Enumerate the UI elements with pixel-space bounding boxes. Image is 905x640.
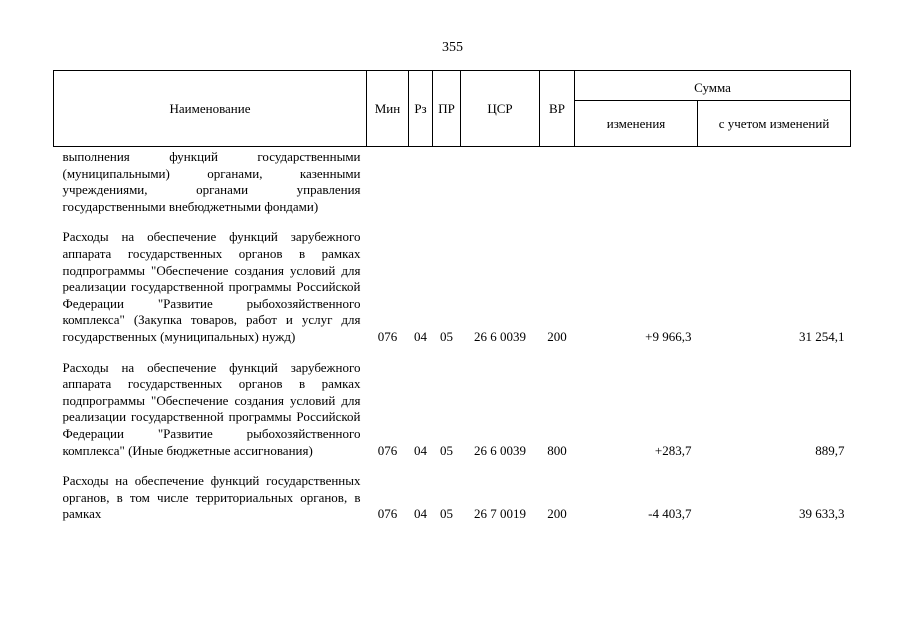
row-pr: 05 — [440, 328, 453, 344]
row-vr: 800 — [547, 442, 567, 458]
row-pr: 05 — [440, 506, 453, 522]
row-vr: 200 — [547, 328, 567, 344]
row-min: 076 — [377, 328, 398, 344]
table-header — [54, 71, 851, 147]
row-pr: 05 — [440, 442, 453, 458]
row-vr: 200 — [547, 506, 567, 522]
row-change: -4 403,7 — [648, 506, 692, 522]
table-row — [54, 473, 851, 523]
header-rz: Рз — [409, 71, 433, 147]
row-total: 31 254,1 — [799, 328, 845, 344]
row-csr: 26 7 0019 — [474, 506, 526, 522]
row-change: +9 966,3 — [645, 328, 692, 344]
header-min: Мин — [367, 71, 409, 147]
row-change: +283,7 — [654, 442, 692, 458]
row-total — [698, 147, 851, 216]
row-spacer — [54, 215, 851, 229]
row-min: 076 — [377, 442, 398, 458]
row-min — [367, 147, 409, 216]
row-csr — [461, 147, 540, 216]
table-row — [54, 229, 851, 345]
page-number: 355 — [442, 40, 463, 55]
row-min: 076 — [377, 506, 398, 522]
row-name: выполнения функций государственными (муниципальными) органами, казенными учреждениями, органами управления государственными внебюджетными фондами) — [62, 149, 361, 214]
row-pr — [433, 147, 461, 216]
row-rz — [409, 147, 433, 216]
header-pr: ПР — [433, 71, 461, 147]
row-total: 889,7 — [815, 442, 845, 458]
row-rz: 04 — [414, 506, 427, 522]
row-name: Расходы на обеспечение функций зарубежного аппарата государственных органов в рамках подпрограммы "Обеспечение создания условий для реализации государственной программы Российской Федерации "Развитие рыбохозяйственного комплекса" (Иные бюджетные ассигнования) — [62, 359, 361, 458]
row-rz: 04 — [414, 328, 427, 344]
header-with-changes: с учетом изменений — [698, 101, 851, 147]
row-spacer — [54, 459, 851, 473]
header-sum: Сумма — [575, 71, 851, 101]
row-name: Расходы на обеспечение функций зарубежного аппарата государственных органов в рамках подпрограммы "Обеспечение создания условий для реализации государственной программы Российской Федерации "Развитие рыбохозяйственного комплекса" (Закупка товаров, работ и услуг для государственных (муниципальных) нужд) — [62, 229, 361, 344]
header-name: Наименование — [54, 71, 367, 147]
table-row — [54, 360, 851, 460]
budget-table — [53, 70, 851, 523]
header-change: изменения — [575, 101, 698, 147]
row-rz: 04 — [414, 442, 427, 458]
row-csr: 26 6 0039 — [474, 442, 526, 458]
row-spacer — [54, 346, 851, 360]
row-change — [575, 147, 698, 216]
header-vr: ВР — [540, 71, 575, 147]
table-row — [54, 147, 851, 216]
row-name: Расходы на обеспечение функций государственных органов, в том числе территориальных органов, в рамках — [62, 473, 361, 522]
row-csr: 26 6 0039 — [474, 328, 526, 344]
table-body — [54, 147, 851, 523]
row-vr — [540, 147, 575, 216]
header-csr: ЦСР — [461, 71, 540, 147]
row-total: 39 633,3 — [799, 506, 845, 522]
